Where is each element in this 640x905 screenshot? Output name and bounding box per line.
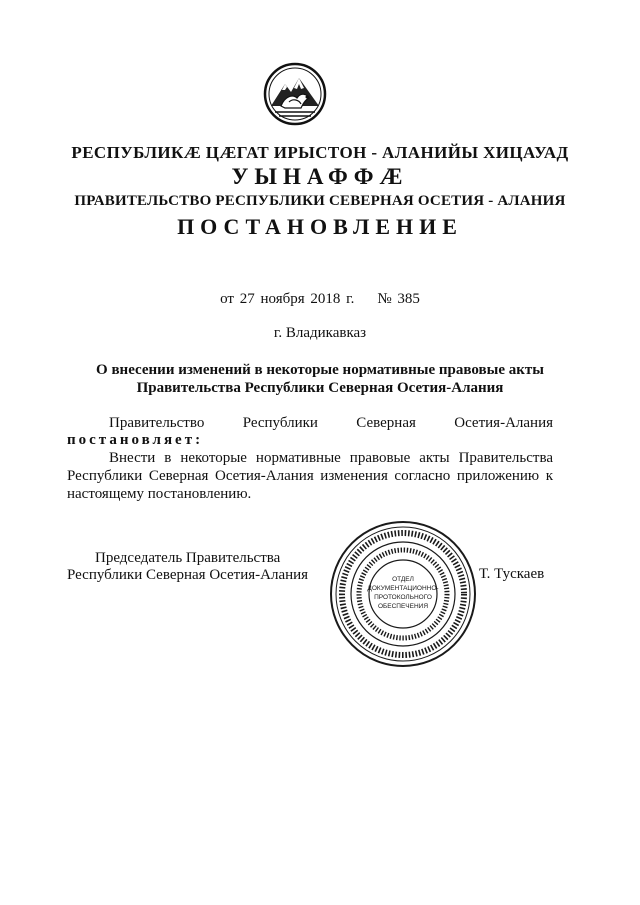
header-resolution-ossetian: УЫНАФФÆ xyxy=(231,164,409,189)
seal-text-2: ДОКУМЕНТАЦИОННО- xyxy=(367,585,439,592)
seal-text-4: ОБЕСПЕЧЕНИЯ xyxy=(377,603,429,610)
signer-title-line-1: Председатель Правительства xyxy=(95,550,281,566)
subject-line-1: О внесении изменений в некоторые нормативные правовые акты xyxy=(96,362,544,378)
body-text: Внести в некоторые нормативные правовые акты Правительства Республики Северная Осетия-Алания изменения согласно приложению к настоящему постановлению. xyxy=(67,450,553,502)
subject-line-2: Правительства Республики Северная Осетия-Алания xyxy=(136,380,504,396)
body-resolves: постановляет: xyxy=(67,432,204,448)
signer-name: Т. Тускаев xyxy=(479,566,545,582)
header-government: ПРАВИТЕЛЬСТВО РЕСПУБЛИКИ СЕВЕРНАЯ ОСЕТИЯ - АЛАНИЯ xyxy=(74,193,566,209)
seal-text-3: ПРОТОКОЛЬНОГО xyxy=(374,594,432,601)
city: г. Владикавказ xyxy=(273,325,367,341)
official-seal xyxy=(328,519,478,669)
signer-title-line-2: Республики Северная Осетия-Алания xyxy=(67,567,309,583)
subject-heading xyxy=(0,361,640,397)
date-and-number: от 27 ноября 2018 г. № 385 xyxy=(220,291,420,307)
seal-text-1: ОТДЕЛ xyxy=(392,576,414,583)
body-intro: Правительство Республики Северная Осетия-Алания xyxy=(109,415,553,431)
document-type-title: ПОСТАНОВЛЕНИЕ xyxy=(177,214,463,239)
coat-of-arms-icon xyxy=(263,62,327,126)
header-republic-ossetian: РЕСПУБЛИКÆ ЦÆГАТ ИРЫСТОН - АЛАНИЙЫ ХИЦАУАД xyxy=(71,143,569,162)
